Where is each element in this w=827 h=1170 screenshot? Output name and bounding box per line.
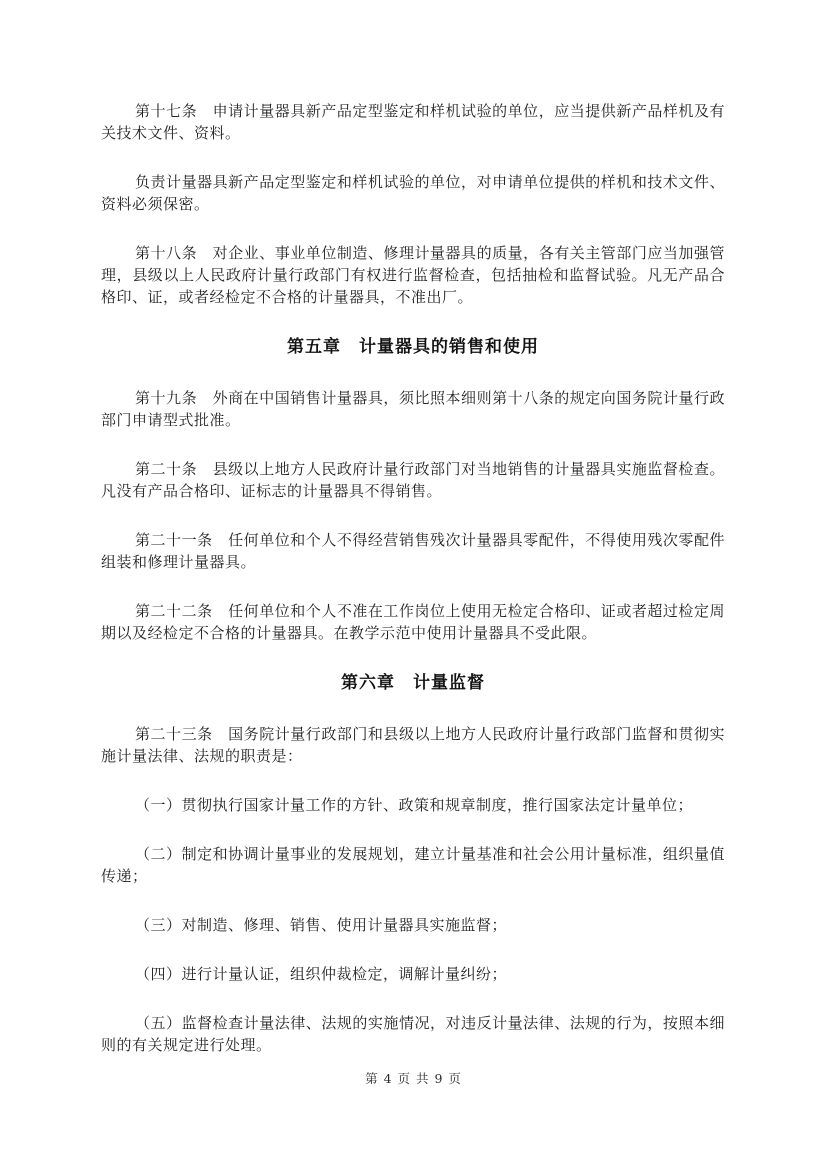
heading-chapter-6: 第六章 计量监督 xyxy=(341,673,485,693)
document-body xyxy=(101,100,725,1083)
heading-chapter-5: 第五章 计量器具的销售和使用 xyxy=(287,337,539,357)
paragraph-article-20: 第二十条 县级以上地方人民政府计量行政部门对当地销售的计量器具实施监督检查。凡没有产品合格印、证标志的计量器具不得销售。 xyxy=(101,460,725,500)
paragraph-article-21: 第二十一条 任何单位和个人不得经营销售残次计量器具零配件，不得使用残次零配件组装和修理计量器具。 xyxy=(101,531,725,571)
paragraph-article-17: 第十七条 申请计量器具新产品定型鉴定和样机试验的单位，应当提供新产品样机及有关技术文件、资料。 xyxy=(101,102,725,142)
paragraph-article-23-duty-item-5: （五）监督检查计量法律、法规的实施情况，对违反计量法律、法规的行为，按照本细则的有关规定进行处理。 xyxy=(101,1014,725,1054)
paragraph-article-18: 第十八条 对企业、事业单位制造、修理计量器具的质量，各有关主管部门应当加强管理，县级以上人民政府计量行政部门有权进行监督检查，包括抽检和监督试验。凡无产品合格印、证，或者经检定不合格的计量器具，不准出厂。 xyxy=(101,244,725,306)
paragraph-article-23-duty-item-3: （三）对制造、修理、销售、使用计量器具实施监督； xyxy=(135,916,508,934)
paragraph-article-23: 第二十三条 国务院计量行政部门和县级以上地方人民政府计量行政部门监督和贯彻实施计量法律、法规的职责是： xyxy=(101,725,725,765)
paragraph-article-19: 第十九条 外商在中国销售计量器具，须比照本细则第十八条的规定向国务院计量行政部门申请型式批准。 xyxy=(101,389,725,429)
page-number-footer: 第 4 页 共 9 页 xyxy=(365,1071,462,1086)
paragraph-article-17-confidentiality: 负责计量器具新产品定型鉴定和样机试验的单位，对申请单位提供的样机和技术文件、资料必须保密。 xyxy=(101,173,725,213)
paragraph-article-23-duty-item-2: （二）制定和协调计量事业的发展规划，建立计量基准和社会公用计量标准，组织量值传递； xyxy=(101,845,725,885)
paragraph-article-23-duty-item-4: （四）进行计量认证，组织仲裁检定，调解计量纠纷； xyxy=(135,965,508,983)
paragraph-article-23-duty-item-1: （一）贯彻执行国家计量工作的方针、政策和规章制度，推行国家法定计量单位； xyxy=(135,796,694,814)
paragraph-article-22: 第二十二条 任何单位和个人不准在工作岗位上使用无检定合格印、证或者超过检定周期以及经检定不合格的计量器具。在教学示范中使用计量器具不受此限。 xyxy=(101,602,725,642)
